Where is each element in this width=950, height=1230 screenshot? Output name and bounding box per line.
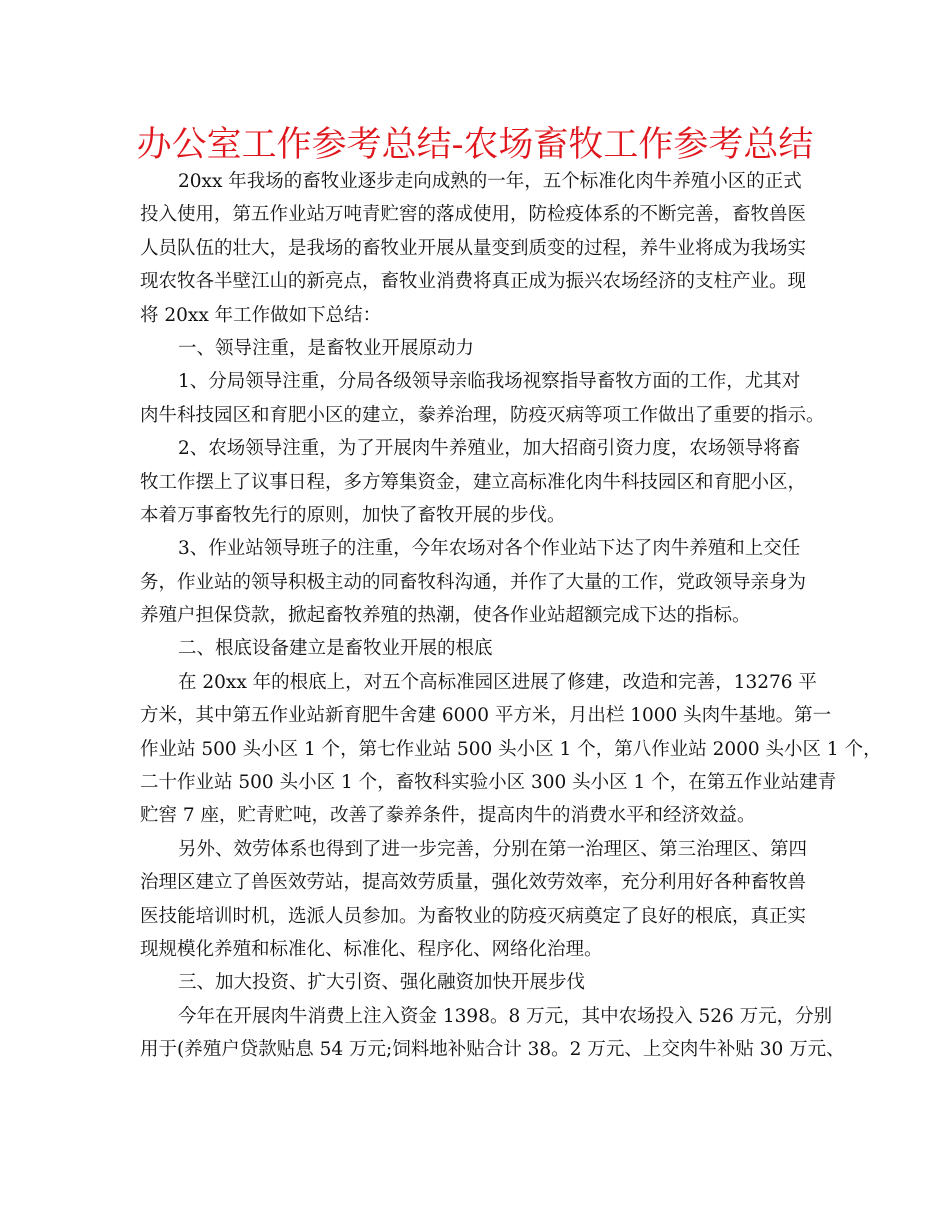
text-line: 医技能培训时机，选派人员参加。为畜牧业的防疫灭病奠定了良好的根底，真正实 — [140, 905, 807, 927]
text-line: 肉牛科技园区和育肥小区的建立，豢养治理，防疫灭病等项工作做出了重要的指示。 — [140, 404, 825, 426]
text-line: 人员队伍的壮大，是我场的畜牧业开展从量变到质变的过程，养牛业将成为我场实 — [140, 237, 807, 259]
text-line: 将 20xx 年工作做如下总结： — [140, 304, 382, 326]
document-body — [140, 165, 882, 1067]
text-line: 投入使用，第五作业站万吨青贮窖的落成使用，防检疫体系的不断完善，畜牧兽医 — [140, 204, 807, 226]
text-line: 务，作业站的领导积极主动的同畜牧科沟通，并作了大量的工作，党政领导亲身为 — [140, 571, 807, 593]
text-line: 现规模化养殖和标准化、标准化、程序化、网络化治理。 — [140, 938, 603, 960]
text-line: 牧工作摆上了议事日程，多方筹集资金，建立高标准化肉牛科技园区和育肥小区， — [140, 471, 807, 493]
text-line: 现农牧各半壁江山的新亮点，畜牧业消费将真正成为振兴农场经济的支柱产业。现 — [140, 271, 807, 293]
text-line: 1、分局领导注重，分局各级领导亲临我场视察指导畜牧方面的工作，尤其对 — [178, 371, 801, 393]
text-line: 作业站 500 头小区 1 个，第七作业站 500 头小区 1 个，第八作业站 2000 头小区 1 个， — [140, 738, 882, 760]
text-line: 贮窖 7 座，贮青贮吨，改善了豢养条件，提高肉牛的消费水平和经济效益。 — [140, 805, 756, 827]
text-line: 另外、效劳体系也得到了进一步完善，分别在第一治理区、第三治理区、第四 — [178, 838, 808, 860]
text-line: 一、领导注重，是畜牧业开展原动力 — [178, 337, 475, 359]
text-line: 20xx 年我场的畜牧业逐步走向成熟的一年，五个标准化肉牛养殖小区的正式 — [178, 171, 802, 192]
text-line: 治理区建立了兽医效劳站，提高效劳质量，强化效劳效率，充分利用好各种畜牧兽 — [140, 872, 807, 894]
text-line: 方米，其中第五作业站新育肥牛舍建 6000 平方米，月出栏 1000 头肉牛基地。第一 — [140, 705, 832, 727]
text-line: 在 20xx 年的根底上，对五个高标准园区进展了修建，改造和完善，13276 平 — [178, 671, 817, 693]
text-line: 今年在开展肉牛消费上注入资金 1398。8 万元，其中农场投入 526 万元，分别 — [178, 1005, 833, 1027]
text-line: 用于(养殖户贷款贴息 54 万元;饲料地补贴合计 38。2 万元、上交肉牛补贴 30 万元、 — [140, 1039, 845, 1061]
text-line: 三、加大投资、扩大引资、强化融资加快开展步伐 — [178, 972, 586, 994]
text-line: 本着万事畜牧先行的原则，加快了畜牧开展的步伐。 — [140, 504, 566, 526]
text-line: 二、根底设备建立是畜牧业开展的根底 — [178, 638, 493, 660]
document-title: 办公室工作参考总结-农场畜牧工作参考总结 — [136, 125, 814, 165]
text-line: 2、农场领导注重，为了开展肉牛养殖业，加大招商引资力度，农场领导将畜 — [178, 438, 801, 460]
text-line: 养殖户担保贷款，掀起畜牧养殖的热潮，使各作业站超额完成下达的指标。 — [140, 605, 751, 627]
text-line: 3、作业站领导班子的注重，今年农场对各个作业站下达了肉牛养殖和上交任 — [178, 538, 801, 560]
text-line: 二十作业站 500 头小区 1 个，畜牧科实验小区 300 头小区 1 个，在第五作业站建青 — [140, 772, 837, 794]
